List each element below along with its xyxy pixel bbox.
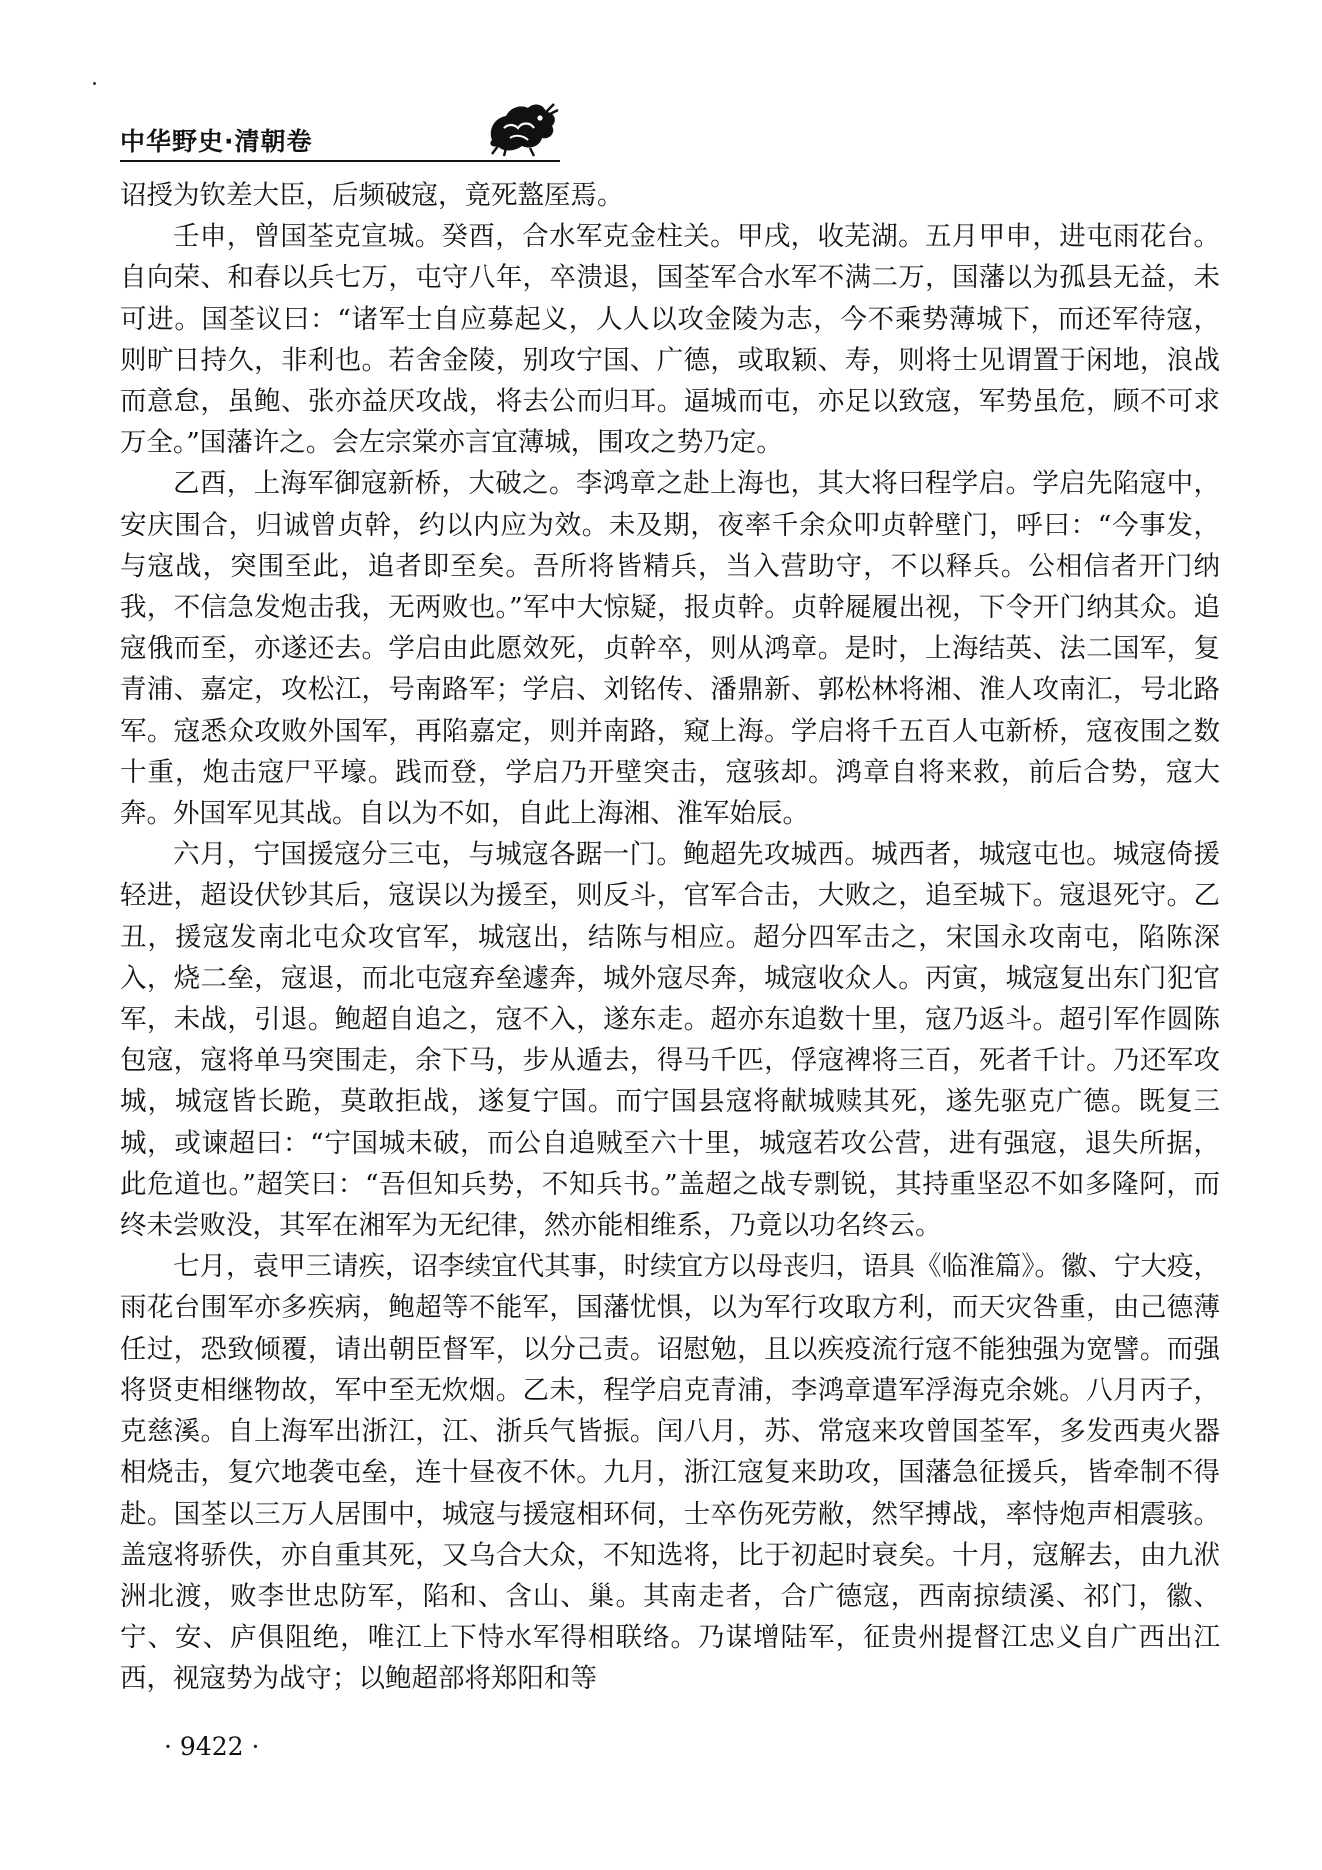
book-title: 中华野史·清朝卷 — [120, 127, 313, 156]
page-number: · 9422 · — [164, 1732, 260, 1761]
header-divider — [120, 160, 560, 162]
paragraph-4: 六月，宁国援寇分三屯，与城寇各踞一门。鲍超先攻城西。城西者，城寇屯也。城寇倚援轻进，超设伏钞其后，寇误以为援至，则反斗，官军合击，大败之，追至城下。寇退死守。乙丑，援寇发南北屯众攻官军，城寇出，结陈与相应。超分四军击之，宋国永攻南屯，陷陈深入，烧二垒，寇退，而北屯寇弃垒遽奔，城外寇尽奔，城寇收众人。丙寅，城寇复出东门犯官军，未战，引退。鲍超自追之，寇不入，遂东走。超亦东追数十里，寇乃返斗。超引军作圆陈包寇，寇将单马突围走，余下马，步从遁去，得马千匹，俘寇裨将三百，死者千计。乃还军攻城，城寇皆长跪，莫敢拒战，遂复宁国。而宁国县寇将献城赎其死，遂先驱克广德。既复三城，或谏超曰：“宁国城未破，而公自追贼至六十里，城寇若攻公营，进有强寇，退失所据，此危道也。”超笑曰：“吾但知兵势，不知兵书。”盖超之战专剽锐，其持重坚忍不如多隆阿，而终未尝败没，其军在湘军为无纪律，然亦能相维系，乃竟以功名终云。 — [120, 839, 1220, 1242]
main-text — [120, 175, 1220, 1700]
paragraph-5: 七月，袁甲三请疾，诏李续宜代其事，时续宜方以母丧归，语具《临淮篇》。徽、宁大疫，雨花台围军亦多疾病，鲍超等不能军，国藩忧惧，以为军行攻取方利，而天灾咎重，由己德薄任过，恐致倾覆，请出朝臣督军，以分己责。诏慰勉，且以疾疫流行寇不能独强为宽譬。而强将贤吏相继物故，军中至无炊烟。乙未，程学启克青浦，李鸿章遣军浮海克余姚。八月丙子，克慈溪。自上海军出浙江，江、浙兵气皆振。闰八月，苏、常寇来攻曾国荃军，多发西夷火器相烧击，复穴地袭屯垒，连十昼夜不休。九月，浙江寇复来助攻，国藩急征援兵，皆牵制不得赴。国荃以三万人居围中，城寇与援寇相环伺，士卒伤死劳敝，然罕搏战，率恃炮声相震骇。盖寇将骄佚，亦自重其死，又乌合大众，不知选将，比于初起时衰矣。十月，寇解去，由九洑洲北渡，败李世忠防军，陷和、含山、巢。其南走者，合广德寇，西南掠绩溪、祁门，徽、宁、安、庐俱阻绝，唯江上下恃水军得相联络。乃谋增陆军，征贵州提督江忠义自广西出江西，视寇势为战守；以鲍超部将郑阳和等 — [120, 1251, 1220, 1695]
paragraph-3: 乙酉，上海军御寇新桥，大破之。李鸿章之赴上海也，其大将曰程学启。学启先陷寇中，安庆围合，归诚曾贞幹，约以内应为效。未及期，夜率千余众叩贞幹壁门，呼曰：“今事发，与寇战，突围至此，追者即至矣。吾所将皆精兵，当入营助守，不以释兵。公相信者开门纳我，不信急发炮击我，无两败也。”军中大惊疑，报贞幹。贞幹屣履出视，下令开门纳其众。追寇俄而至，亦遂还去。学启由此愿效死，贞幹卒，则从鸿章。是时，上海结英、法二国军，复青浦、嘉定，攻松江，号南路军；学启、刘铭传、潘鼎新、郭松林将湘、淮人攻南汇，号北路军。寇悉众攻败外国军，再陷嘉定，则并南路，窥上海。学启将千五百人屯新桥，寇夜围之数十重，炮击寇尸平壕。践而登，学启乃开壁突击，寇骇却。鸿章自将来救，前后合势，寇大奔。外国军见其战。自以为不如，自此上海湘、淮军始辰。 — [120, 468, 1220, 830]
paragraph-1: 诏授为钦差大臣，后频破寇，竟死盩厔焉。 — [120, 180, 624, 211]
paragraph-2: 壬申，曾国荃克宣城。癸酉，合水军克金柱关。甲戌，收芜湖。五月甲申，进屯雨花台。自向荣、和春以兵七万，屯守八年，卒溃退，国荃军合水军不满二万，国藩以为孤县无益，未可进。国荃议曰：“诸军士自应募起义，人人以攻金陵为志，今不乘势薄城下，而还军待寇，则旷日持久，非利也。若舍金陵，别攻宁国、广德，或取颖、寿，则将士见谓置于闲地，浪战而意怠，虽鲍、张亦益厌攻战，将去公而归耳。逼城而屯，亦足以致寇，军势虽危，顾不可求万全。”国藩许之。会左宗棠亦言宜薄城，围攻之势乃定。 — [120, 221, 1220, 459]
dragon-emblem-icon — [484, 100, 560, 158]
scan-speck — [93, 82, 96, 85]
running-header — [120, 100, 560, 162]
